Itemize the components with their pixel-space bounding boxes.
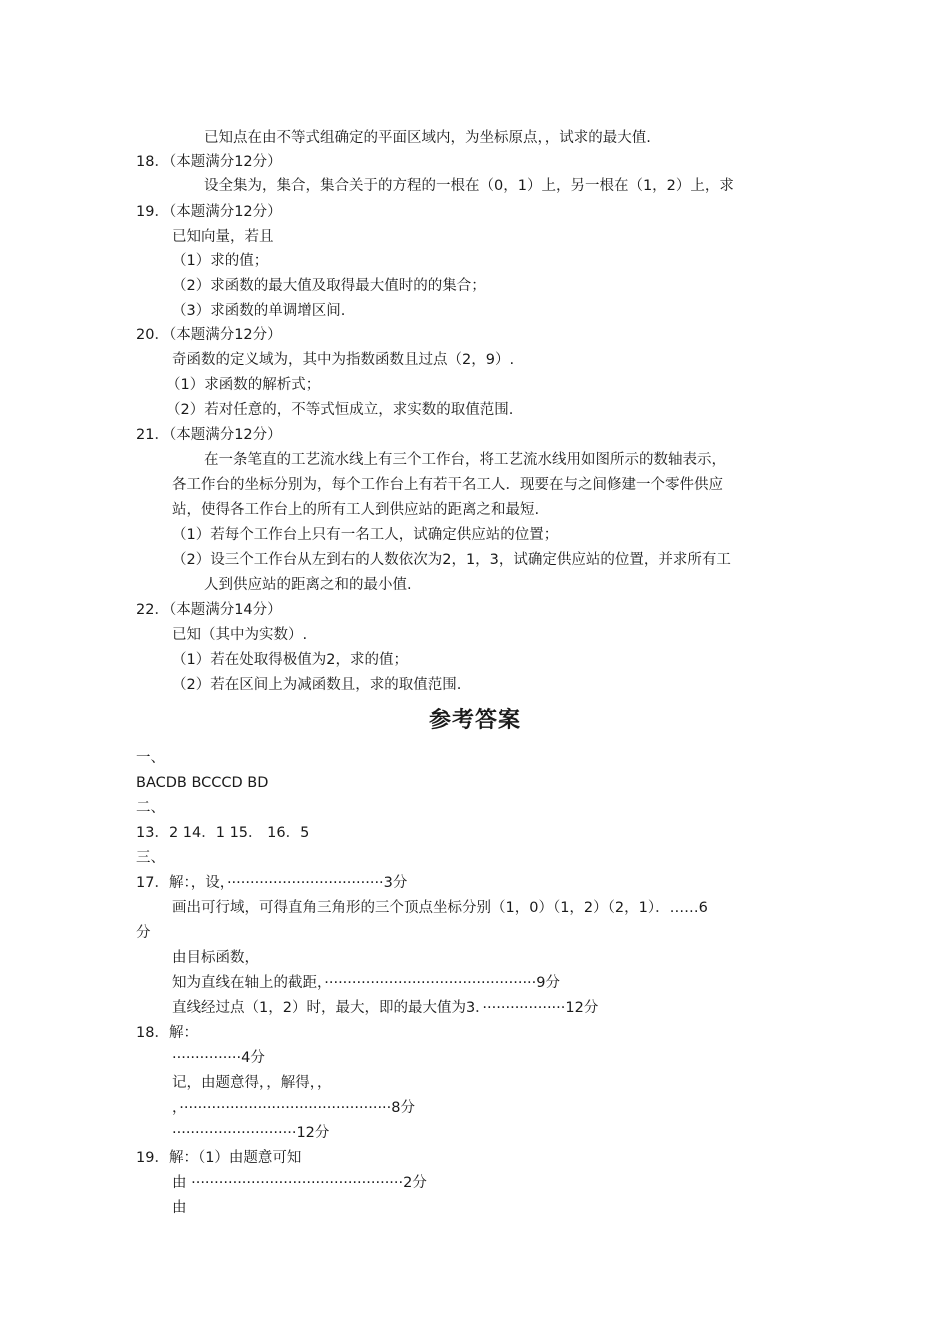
answer-line: 记，由题意得，，解得，， bbox=[172, 1075, 332, 1091]
section-label: 一、 bbox=[136, 750, 165, 766]
text-line: 站，使得各工作台上的所有工人到供应站的距离之和最短. bbox=[172, 502, 540, 518]
text-line: （2）设三个工作台从左到右的人数依次为2，1，3，试确定供应站的位置，并求所有工 bbox=[172, 552, 731, 568]
text-line: 人到供应站的距离之和的最小值. bbox=[204, 577, 412, 593]
text-line: （2）求函数的最大值及取得最大值时的的集合； bbox=[172, 278, 486, 294]
question-header-18: 18．（本题满分12分） bbox=[136, 154, 282, 170]
answer-line: ，··············································8分 bbox=[172, 1100, 415, 1116]
text-line: （1）求函数的解析式； bbox=[166, 377, 321, 393]
text-line: （1）求的值； bbox=[172, 253, 269, 269]
answer-line: 画出可行域，可得直角三角形的三个顶点坐标分别（1，0）（1，2）（2，1）．……6 bbox=[172, 900, 708, 916]
section-label: 二、 bbox=[136, 800, 165, 816]
text-line: 各工作台的坐标分别为，每个工作台上有若干名工人．现要在与之间修建一个零件供应 bbox=[172, 477, 723, 493]
answer-line: 直线经过点（1，2）时，最大，即的最大值为3．··················12分 bbox=[172, 1000, 599, 1016]
text-line: 已知向量，若且 bbox=[172, 229, 274, 245]
question-header-21: 21．（本题满分12分） bbox=[136, 427, 282, 443]
answer-line: 17．解：，设，··································3分 bbox=[136, 875, 408, 891]
question-header-19: 19．（本题满分12分） bbox=[136, 204, 282, 220]
text-line: 在一条笔直的工艺流水线上有三个工作台，将工艺流水线用如图所示的数轴表示， bbox=[204, 452, 726, 468]
text-line: （2）若在区间上为减函数且，求的取值范围. bbox=[172, 677, 462, 693]
answers-title: 参考答案 bbox=[428, 708, 521, 733]
answer-line: ···············4分 bbox=[172, 1050, 265, 1066]
section-label: 三、 bbox=[136, 850, 165, 866]
text-line: （1）若每个工作台上只有一名工人，试确定供应站的位置； bbox=[172, 527, 559, 543]
text-line: （1）若在处取得极值为2，求的值； bbox=[172, 652, 408, 668]
answer-line: 分 bbox=[136, 925, 151, 941]
text-line: （2）若对任意的，不等式恒成立，求实数的取值范围. bbox=[166, 402, 514, 418]
question-header-20: 20．（本题满分12分） bbox=[136, 327, 282, 343]
answer-line: 由目标函数， bbox=[172, 950, 259, 966]
text-line: 奇函数的定义域为，其中为指数函数且过点（2，9）. bbox=[172, 352, 515, 368]
answer-line: BACDB BCCCD BD bbox=[136, 775, 269, 791]
text-line: 已知（其中为实数）. bbox=[172, 627, 308, 643]
answer-line: 由 bbox=[172, 1200, 187, 1216]
answer-line: ···························12分 bbox=[172, 1125, 330, 1141]
answer-line: 18．解： bbox=[136, 1025, 198, 1041]
answer-line: 13．2 14．1 15． 16．5 bbox=[136, 825, 310, 841]
answer-line: 19．解：（1）由题意可知 bbox=[136, 1150, 302, 1166]
answer-line: 知为直线在轴上的截距，··············································9分 bbox=[172, 975, 560, 991]
answer-line: 由 ··············································2分 bbox=[172, 1175, 427, 1191]
text-line: 已知点在由不等式组确定的平面区域内，为坐标原点，，试求的最大值. bbox=[204, 130, 651, 146]
text-line: （3）求函数的单调增区间. bbox=[172, 303, 346, 319]
question-header-22: 22．（本题满分14分） bbox=[136, 602, 282, 618]
text-line: 设全集为，集合，集合关于的方程的一根在（0，1）上，另一根在（1，2）上，求 bbox=[204, 178, 734, 194]
